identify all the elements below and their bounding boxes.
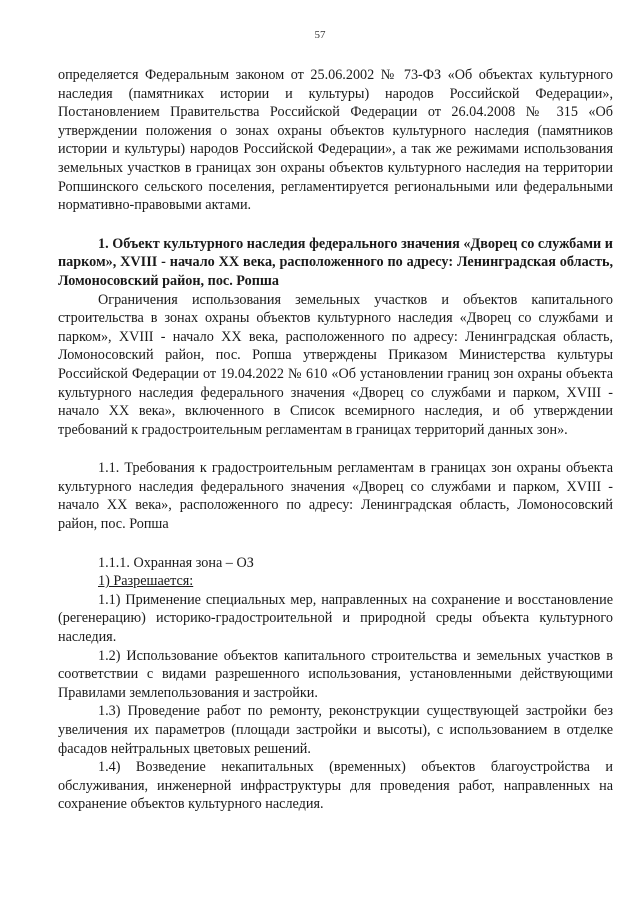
document-body [58, 66, 613, 814]
section-1-heading: 1. Объект культурного наследия федерального значения «Дворец со службами и парком», XVIII - начало XX века, расположенного по адресу: Ленинградская область, Ломоносовский район, пос. Ропша [58, 235, 613, 289]
item-1-2: 1.2) Использование объектов капитального строительства и земельных участков в соответствии с видами разрешенного использования, установленными действующими Правилами землепользования и застройки. [58, 647, 613, 701]
section-1-body: Ограничения использования земельных участков и объектов капитального строительства в зонах охраны объектов культурного наследия «Дворец со службами и парком», XVIII - начало XX века, расположенного по адресу: Ленинградская область, Ломоносовский район, пос. Ропша утверждены Приказом Министерства культуры Российской Федерации от 19.04.2022 № 610 «Об установлении границ зон охраны объекта культурного наследия федерального значения «Дворец со службами и парком, XVIII - начало XX века», включенного в Список всемирного наследия, и об утверждении требований к градостроительным регламентам в границах территорий данных зон». [58, 291, 613, 438]
item-1-3: 1.3) Проведение работ по ремонту, реконструкции существующей застройки без увеличения их параметров (площади застройки и высоты), с использованием в отделке фасадов нейтральных цветовых решений. [58, 703, 613, 757]
allowed-label-paragraph [58, 572, 613, 591]
section-1-1-1-title: 1.1.1. Охранная зона – ОЗ [98, 554, 254, 571]
intro-paragraph: определяется Федеральным законом от 25.06.2002 № 73-ФЗ «Об объектах культурного наследия (памятниках истории и культуры) народов Российской Федерации», Постановлением Правительства Российской Федерации от 26.04.2008 № 315 «Об утверждении положения о зонах охраны объектов культурного наследия (памятников истории и культуры) народов Российской Федерации», а так же режимами использования земельных участков в границах зон охраны объектов культурного наследия на территории Ропшинского сельского поселения, регламентируется региональными или федеральными нормативно-правовыми актами. [58, 67, 613, 214]
section-1-1-paragraph: 1.1. Требования к градостроительным регламентам в границах зон охраны объекта культурного наследия федерального значения «Дворец со службами и парком, XVIII - начало XX века», расположенного по адресу: Ленинградская область, Ломоносовский район, пос. Ропша [58, 460, 613, 533]
page-number: 57 [314, 29, 326, 41]
item-1-1: 1.1) Применение специальных мер, направленных на сохранение и восстановление (регенерацию) историко-градостроительной и природной среды объекта культурного наследия. [58, 591, 613, 646]
allowed-label: 1) Разрешается: [98, 573, 194, 590]
item-1-4: 1.4) Возведение некапитальных (временных) объектов благоустройства и обслуживания, инженерной инфраструктуры для проведения работ, направленных на сохранение объектов культурного наследия. [58, 759, 613, 813]
